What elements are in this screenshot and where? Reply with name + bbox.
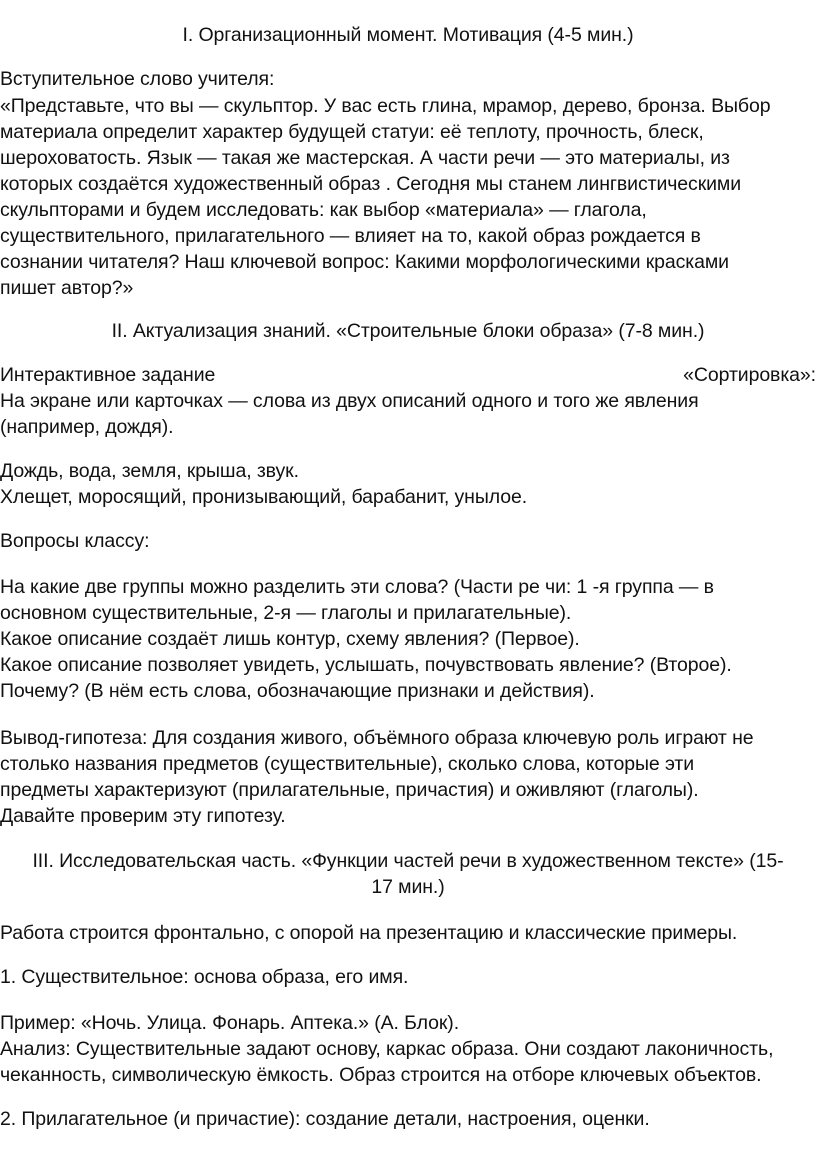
question-line: Какое описание создаёт лишь контур, схему явления? (Первое). — [0, 628, 580, 650]
section3-heading-line1: III. Исследовательская часть. «Функции частей речи в художественном тексте» (15- — [32, 850, 784, 872]
example-line: Пример: «Ночь. Улица. Фонарь. Аптека.» (А. Блок). — [0, 1012, 460, 1034]
word-list-2: Хлещет, моросящий, пронизывающий, барабанит, унылое. — [0, 486, 528, 508]
question-line: Какое описание позволяет увидеть, услышать, почувствовать явление? (Второе). — [0, 654, 732, 676]
task-line: (например, дождя). — [0, 416, 174, 438]
conclusion-line: Вывод-гипотеза: Для создания живого, объёмного образа ключевую роль играют не — [0, 727, 754, 749]
section2-heading: II. Актуализация знаний. «Строительные блоки образа» (7-8 мин.) — [111, 320, 705, 342]
task-title-right: «Сортировка»: — [683, 364, 816, 386]
quote-line: «Представьте, что вы — скульптор. У вас есть глина, мрамор, дерево, бронза. Выбор — [0, 95, 771, 117]
task-line: На экране или карточках — слова из двух описаний одного и того же явления — [0, 390, 699, 412]
quote-line: материала определит характер будущей статуи: её теплоту, прочность, блеск, — [0, 121, 704, 143]
conclusion-line: столько названия предметов (существительные), сколько слова, которые эти — [0, 753, 695, 775]
task-title-left: Интерактивное задание — [0, 364, 216, 386]
question-line: основном существительные, 2-я — глаголы и прилагательные). — [0, 602, 572, 624]
word-list-1: Дождь, вода, земля, крыша, звук. — [0, 460, 299, 482]
conclusion-line: Давайте проверим эту гипотезу. — [0, 805, 286, 827]
quote-line: существительного, прилагательного — влияет на то, какой образ рождается в — [0, 225, 701, 247]
quote-line: пишет автор?» — [0, 277, 134, 299]
quote-line: скульпторами и будем исследовать: как выбор «материала» — глагола, — [0, 199, 647, 221]
questions-label: Вопросы классу: — [0, 530, 150, 552]
example-line: Анализ: Существительные задают основу, каркас образа. Они создают лаконичность, — [0, 1038, 774, 1060]
conclusion-line: предметы характеризуют (прилагательные, причастия) и оживляют (глаголы). — [0, 779, 699, 801]
section3-intro: Работа строится фронтально, с опорой на презентацию и классические примеры. — [0, 922, 738, 944]
question-line: Почему? (В нём есть слова, обозначающие признаки и действия). — [0, 680, 595, 702]
question-line: На какие две группы можно разделить эти слова? (Части ре чи: 1 -я группа — в — [0, 576, 714, 598]
quote-line: которых создаётся художественный образ . Сегодня мы станем лингвистическими — [0, 173, 742, 195]
section1-heading: I. Организационный момент. Мотивация (4-5 мин.) — [182, 24, 634, 46]
quote-line: шероховатость. Язык — такая же мастерская. А части речи — это материалы, из — [0, 147, 730, 169]
point-adjective: 2. Прилагательное (и причастие): создание детали, настроения, оценки. — [0, 1108, 650, 1130]
teacher-intro-label: Вступительное слово учителя: — [0, 68, 275, 90]
example-line: чеканность, символическую ёмкость. Образ строится на отборе ключевых объектов. — [0, 1064, 762, 1086]
quote-line: сознании читателя? Наш ключевой вопрос: Какими морфологическими красками — [0, 251, 729, 273]
task-title-row — [0, 362, 816, 388]
point-noun: 1. Существительное: основа образа, его имя. — [0, 966, 409, 988]
section3-heading-line2: 17 мин.) — [371, 876, 445, 898]
